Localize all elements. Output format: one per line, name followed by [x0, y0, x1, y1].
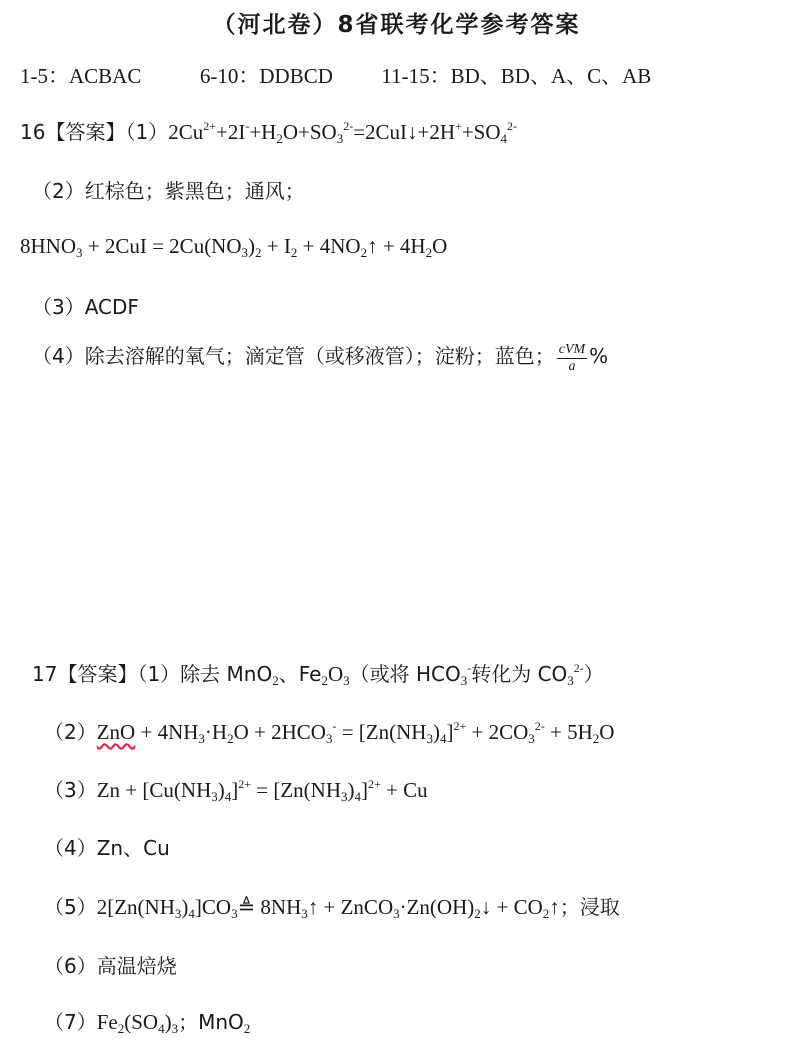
q17-part1-text-d: 转化为 CO [471, 662, 568, 686]
fraction-denominator: a [568, 358, 576, 374]
q17-part6: （6）高温焙烧 [44, 954, 177, 978]
q17-part2-label: （2） [44, 720, 97, 744]
mc-group-3-answer: BD、BD、A、C、AB [450, 64, 652, 88]
q17-part1-text-a: （1）除去 MnO [137, 662, 273, 686]
mc-group-1-label: 1-5： [20, 64, 69, 88]
q17-part3-equation: $Zn + [Cu(NH_3)_4]^{2+} = [Zn(NH_3)_4]^{2+} + Cu$ [96, 777, 428, 804]
q17-part1-text-b: 、Fe [278, 662, 322, 686]
mc-group-2-answer: DDBCD [259, 64, 333, 88]
q17-heading: 17【答案】 [32, 662, 138, 686]
q17-part5 [44, 891, 620, 920]
q17-part1: 17【答案】（1）除去 MnO$_2$、$Fe_2O_3$（或将 $HCO_3^-$转化为 $CO_3^{2-}$） [32, 661, 604, 688]
mc-answers [20, 60, 651, 90]
q16-part1-label: （1） [125, 120, 169, 144]
q17-part5-equation: $2[Zn(NH_3)_4]CO_3≜$ $8NH_3↑$ + $ZnCO_3\cdot Zn(OH)_2↓$ + $CO_2↑$ [96, 895, 560, 921]
q16-part2-equation: $8HNO_3 + 2CuI = 2Cu(NO_3)_2 + I_2$ + $4NO_2↑ + 4H_2O$ [20, 234, 448, 260]
q16-part2: （2）红棕色；紫黑色；通风； [32, 179, 305, 203]
mc-group-3-label: 11-15： [381, 64, 451, 88]
heat-triangle-icon: ≜ [237, 895, 256, 919]
percent-sign: % [589, 344, 609, 368]
mc-group-1-answer: ACBAC [69, 64, 142, 88]
q17-part7-tail: ；MnO [178, 1010, 244, 1034]
mc-group-2-label: 6-10： [199, 64, 260, 88]
q16-part4 [32, 340, 608, 375]
q17-part5-tail: ；浸取 [559, 895, 620, 919]
fraction-numerator: cVM [558, 341, 586, 357]
q17-part7-label: （7） [44, 1010, 97, 1034]
q16-part4-text: （4）除去溶解的氧气；滴定管（或移液管）；淀粉；蓝色； [32, 344, 555, 368]
q17-part2 [44, 716, 614, 745]
q16-part1 [20, 116, 517, 145]
q17-part5-label: （5） [44, 895, 97, 919]
q16-heading: 16【答案】 [20, 120, 126, 144]
q17-part1-text-e: ） [583, 662, 604, 686]
q17-part1-text-c: （或将 HCO [349, 662, 461, 686]
page-title: （河北卷）8省联考化学参考答案 [212, 12, 581, 38]
q16-part1-equation: $2Cu^{2+}+2I^-+H_2O+SO_3^{2-}=2CuI↓+2H^++SO_4^{2-}$ [168, 119, 518, 146]
q17-part3 [44, 774, 428, 803]
q17-part3-label: （3） [44, 778, 97, 802]
q16-part4-fraction [557, 342, 587, 375]
q17-part4: （4）Zn、Cu [44, 836, 170, 860]
q17-part2-equation: ZnO + $4NH_3\cdot H_2O + 2HCO_3^- = [Zn(NH_3)_4]^{2+} + 2CO_3^{2-} + 5H_2O$ [96, 719, 615, 746]
q17-part7-formula: $Fe_2(SO_4)_3$ [96, 1010, 179, 1036]
q17-part7: $(7)Fe_2(SO_4)_3$；MnO$_2$ [44, 1010, 251, 1036]
q16-part3: （3）ACDF [32, 295, 139, 319]
